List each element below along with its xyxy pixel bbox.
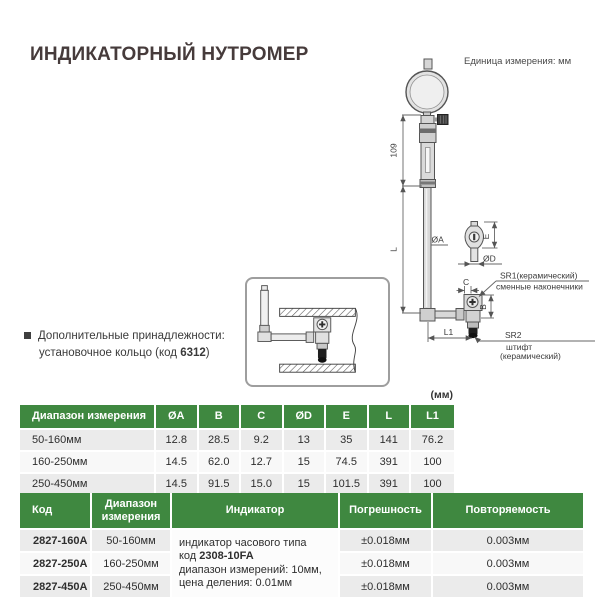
- dim-E-label: E: [481, 233, 491, 240]
- product-repeatability: 0.003мм: [433, 530, 583, 553]
- dims-row: 250-450мм 14.5 91.5 15.0 15 101.5 391 100: [20, 474, 454, 496]
- product-code: 2827-450A: [20, 576, 92, 599]
- dial-indicator: [406, 59, 482, 338]
- col-header-l: L: [369, 405, 412, 430]
- bore-wall-top: [280, 308, 356, 316]
- sr1-label: SR1(керамический): [500, 270, 578, 281]
- dims-row: 160-250мм 14.5 62.0 12.7 15 74.5 391 100: [20, 452, 454, 474]
- break-line: [352, 308, 357, 372]
- col-header-accuracy: Погрешность: [340, 493, 433, 530]
- product-accuracy: ±0.018мм: [340, 553, 433, 576]
- col-header-code: Код: [20, 493, 92, 530]
- dim-B-label: B: [478, 304, 488, 310]
- bore-usage-illustration: [247, 279, 388, 385]
- sr1-sub-label: сменные наконечники: [496, 281, 583, 292]
- sr2-sub2-label: (керамический): [500, 351, 561, 361]
- bore-wall-bottom: [280, 364, 356, 372]
- knurled-knob: [438, 115, 449, 125]
- bore-gauge-drawing: [360, 55, 600, 375]
- sr2-sub1-label: штифт: [506, 342, 533, 352]
- elbow: [420, 309, 435, 322]
- product-range: 250-450мм: [92, 576, 172, 599]
- col-header-e: E: [326, 405, 369, 430]
- col-header-range: Диапазон измерения: [92, 493, 172, 530]
- dim-109-label: 109: [388, 143, 399, 158]
- product-code: 2827-160A: [20, 530, 92, 553]
- usage-inset-box: [245, 277, 390, 387]
- square-bullet-icon: [24, 332, 31, 339]
- col-header-range: Диапазон измерения: [20, 405, 156, 430]
- product-accuracy: ±0.018мм: [340, 576, 433, 599]
- sr2-label: SR2: [505, 330, 522, 340]
- accessories-note: [24, 328, 254, 362]
- product-range: 50-160мм: [92, 530, 172, 553]
- col-header-oa: ØA: [156, 405, 199, 430]
- spare-contact-tip: [465, 222, 484, 262]
- mm-units-label: (мм): [430, 389, 453, 401]
- dims-header-row: [20, 405, 454, 430]
- accessories-line2: установочное кольцо (код 6312): [39, 347, 210, 359]
- product-repeatability: 0.003мм: [433, 553, 583, 576]
- col-header-l1: L1: [411, 405, 454, 430]
- gauge-in-bore: [258, 286, 331, 363]
- dim-C-label: C: [463, 277, 470, 287]
- product-range: 160-250мм: [92, 553, 172, 576]
- arm: [435, 311, 456, 318]
- product-accuracy: ±0.018мм: [340, 530, 433, 553]
- col-header-indicator: Индикатор: [172, 493, 340, 530]
- accessory-code: 6312: [180, 347, 206, 359]
- col-header-c: C: [241, 405, 284, 430]
- page-title: ИНДИКАТОРНЫЙ НУТРОМЕР: [30, 44, 309, 65]
- col-header-b: B: [199, 405, 242, 430]
- dim-OD-label: ØD: [483, 253, 496, 264]
- dims-row: 50-160мм 12.8 28.5 9.2 13 35 141 76.2: [20, 430, 454, 452]
- dial-lug: [424, 59, 432, 69]
- dim-OA-label: ØA: [431, 234, 444, 245]
- dimensions-table: [20, 405, 454, 496]
- indicator-code: 2308-10FA: [199, 550, 254, 562]
- product-row: [20, 530, 583, 553]
- dim-L1-label: L1: [443, 327, 454, 337]
- products-table: [20, 493, 583, 599]
- accessories-line1: Дополнительные принадлежности:: [38, 330, 225, 342]
- product-code: 2827-250A: [20, 553, 92, 576]
- products-header-row: [20, 493, 583, 530]
- col-header-od: ØD: [284, 405, 327, 430]
- dim-L-label: L: [388, 247, 399, 252]
- indicator-description: индикатор часового типа код 2308-10FA диапазон измерений: 10мм, цена деления: 0.01мм: [172, 530, 340, 599]
- col-header-repeatability: Повторяемость: [433, 493, 583, 530]
- product-repeatability: 0.003мм: [433, 576, 583, 599]
- unit-note: Единица измерения: мм: [464, 56, 572, 67]
